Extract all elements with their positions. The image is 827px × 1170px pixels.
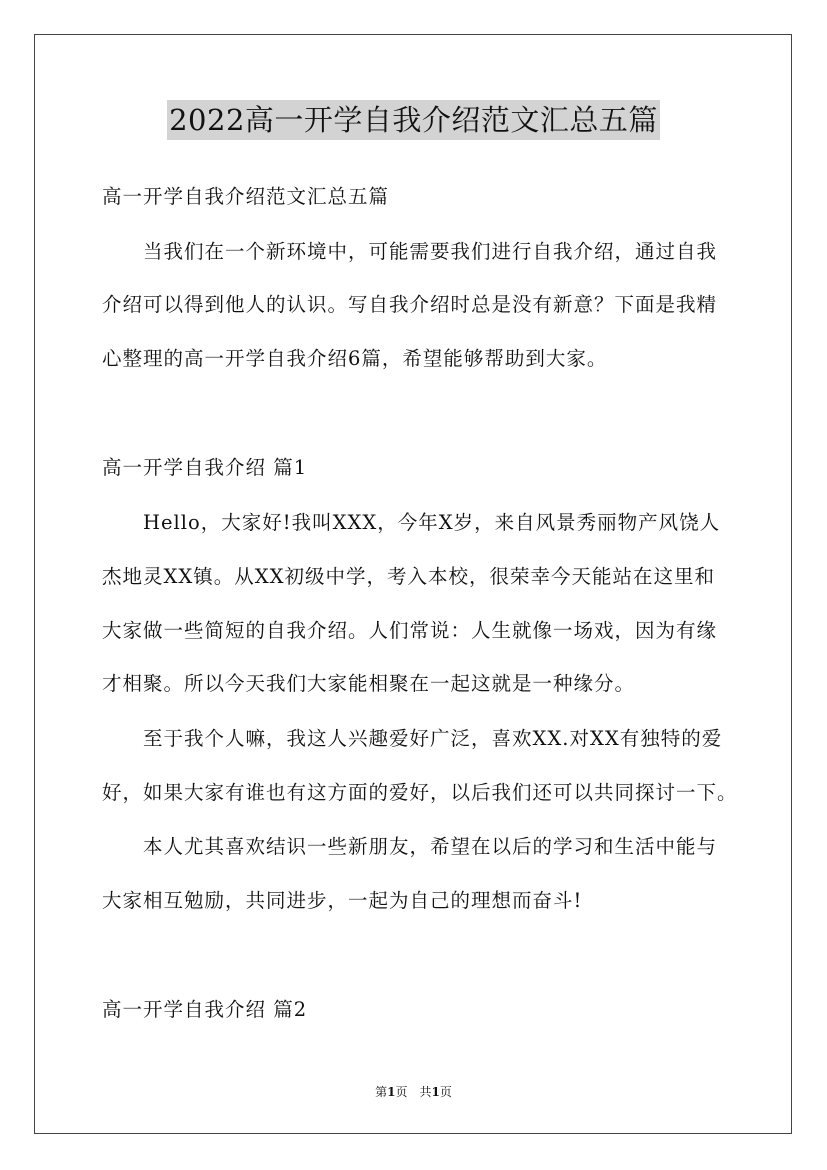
footer-prefix: 第 xyxy=(375,1085,388,1099)
document-title: 2022高一开学自我介绍范文汇总五篇 xyxy=(167,100,660,140)
subtitle-line: 高一开学自我介绍范文汇总五篇 xyxy=(102,185,390,208)
text-line: 好，如果大家有谁也有这方面的爱好，以后我们还可以共同探讨一下。 xyxy=(102,781,738,804)
section-heading-2: 高一开学自我介绍 篇2 xyxy=(102,998,308,1021)
text-line: 介绍可以得到他人的认识。写自我介绍时总是没有新意？下面是我精 xyxy=(102,293,718,316)
page-footer xyxy=(0,1083,827,1100)
footer-mid: 页 共 xyxy=(395,1085,432,1099)
text-line: 当我们在一个新环境中，可能需要我们进行自我介绍，通过自我 xyxy=(102,240,718,263)
text-line: 大家做一些简短的自我介绍。人们常说：人生就像一场戏，因为有缘 xyxy=(102,619,718,642)
text-line: 心整理的高一开学自我介绍6篇，希望能够帮助到大家。 xyxy=(102,347,608,370)
text-line: Hello，大家好!我叫XXX，今年X岁，来自风景秀丽物产风饶人 xyxy=(102,511,721,534)
text-line: 杰地灵XX镇。从XX初级中学，考入本校，很荣幸今天能站在这里和 xyxy=(102,565,716,588)
section-heading-1: 高一开学自我介绍 篇1 xyxy=(102,456,308,479)
text-line: 才相聚。所以今天我们大家能相聚在一起这就是一种缘分。 xyxy=(102,672,636,695)
footer-page-number: 1 xyxy=(387,1085,396,1099)
text-line: 至于我个人嘛，我这人兴趣爱好广泛，喜欢XX.对XX有独特的爱 xyxy=(102,727,723,750)
title-container xyxy=(0,100,827,140)
text-line: 大家相互勉励，共同进步，一起为自己的理想而奋斗! xyxy=(102,889,583,912)
text-line: 本人尤其喜欢结识一些新朋友，希望在以后的学习和生活中能与 xyxy=(102,835,718,858)
footer-suffix: 页 xyxy=(439,1085,452,1099)
footer-page-total: 1 xyxy=(431,1085,440,1099)
